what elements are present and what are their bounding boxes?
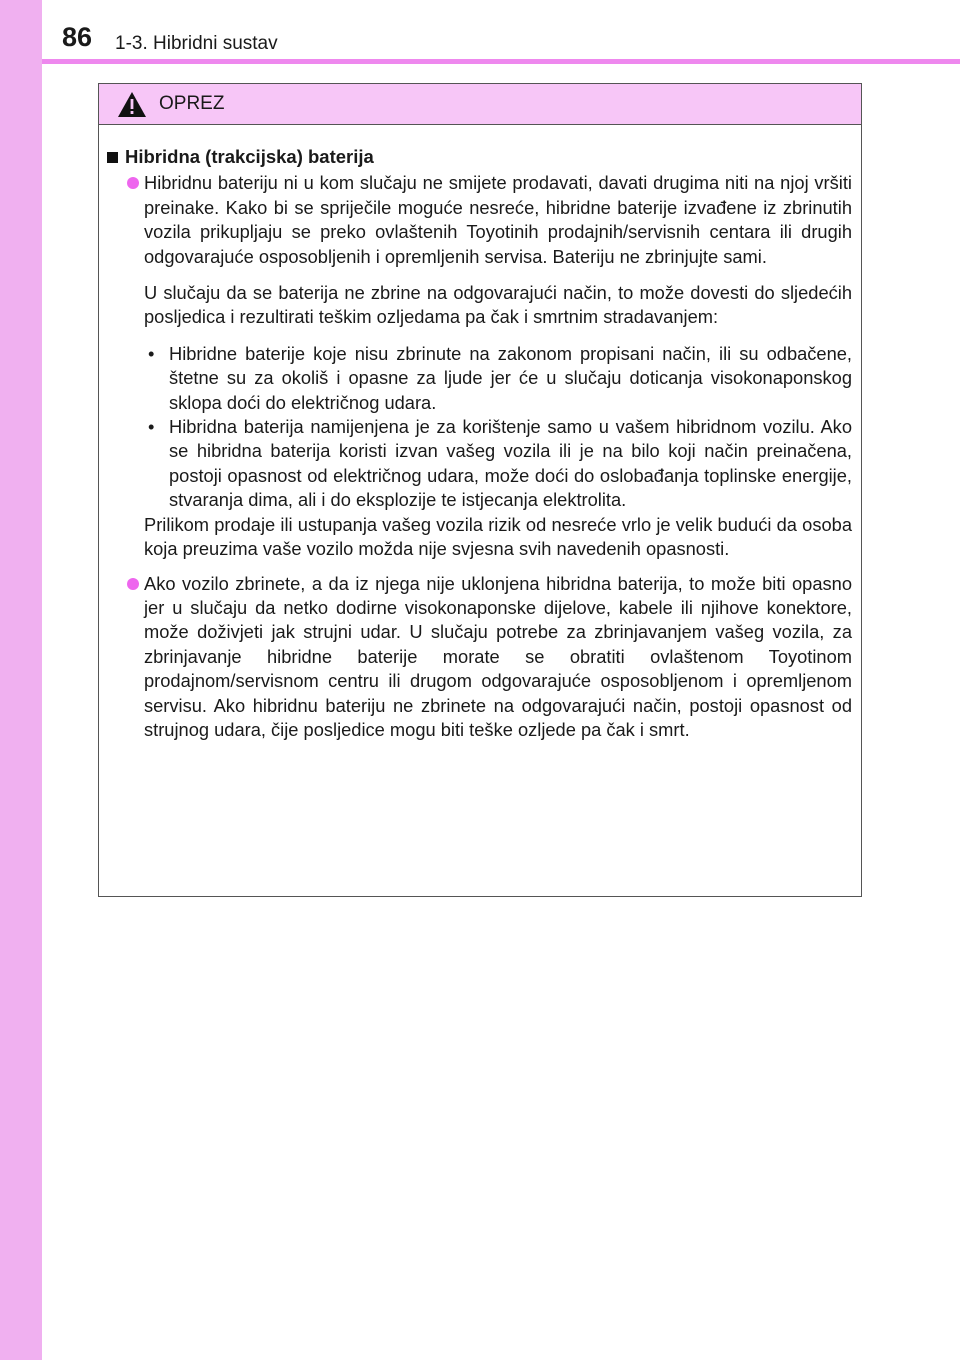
bullet-item-1-text: Hibridnu bateriju ni u kom slučaju ne smijete prodavati, davati drugima niti na njoj vršiti preinake. Kako bi se spriječile moguće nesreće, hibridne baterije izvađene iz zbrinutih vozila prikupljaju se preko ovlaštenih Toyotinih prodajnih/servisnih centara ili drugih odgovarajuće osposobljenih i opremljenih servisa. Bateriju ne zbrinjujte sami. <box>144 172 852 267</box>
section-heading <box>107 145 852 169</box>
caution-header <box>99 84 861 125</box>
section-title: 1-3. Hibridni sustav <box>115 33 278 54</box>
consequence-paragraph: U slučaju da se baterija ne zbrine na odgovarajući način, to može dovesti do sljedećih posljedica i rezultirati teškim ozljedama pa čak i smrtnim stradavanjem: <box>144 282 852 328</box>
sub-list-item-text: Hibridna baterija namijenjena je za korištenje samo u vašem hibridnom vozilu. Ako se hibridna baterija koristi izvan vašeg vozila ili je na bilo koji način preinačena, postoji opasnost od električnog udara, može doći do oslobađanja toplinske energije, stvaranja dima, ali i do eksplozije te istjecanja elektrolita. <box>169 416 852 511</box>
bullet-item-2 <box>107 572 852 743</box>
sub-bullet: • <box>148 342 155 364</box>
caution-body <box>99 125 861 742</box>
square-bullet-icon <box>107 152 118 163</box>
bullet-item-1 <box>107 171 852 269</box>
sub-list-item <box>144 415 852 513</box>
sub-list <box>107 342 852 562</box>
bullet-dot-icon <box>127 578 139 590</box>
closing-paragraph: Prilikom prodaje ili ustupanja vašeg vozila rizik od nesreće vrlo je velik budući da osoba koja preuzima vaše vozilo možda nije svjesna svih navedenih opasnosti. <box>144 513 852 560</box>
sub-list-item-text: Hibridne baterije koje nisu zbrinute na zakonom propisani način, ili su odbačene, štetne su za okoliš i opasne za ljude jer će u slučaju doticanja visokonaponskog sklopa doći do električnog udara. <box>169 342 852 413</box>
warning-triangle-icon <box>117 91 147 118</box>
sub-bullet: • <box>148 416 155 438</box>
bullet-dot-icon <box>127 177 139 189</box>
sub-list-item <box>144 342 852 415</box>
caution-label: OPREZ <box>159 93 225 114</box>
page-number: 86 <box>62 22 93 52</box>
caution-box <box>98 83 862 897</box>
bullet-item-2-text: Ako vozilo zbrinete, a da iz njega nije uklonjena hibridna baterija, to može biti opasno jer u slučaju da netko dodirne visokonaponske dijelove, kabele ili njihove konektore, može doživjeti jak strujni udar. U slučaju potrebe za zbrinjavanjem vašeg vozila, za zbrinjavanje hibridne baterije morate se obratiti ovlaštenom Toyotinom prodajnom/servisnom centru ili drugom odgovarajuće osposobljenom i opremljenom servisu. Ako hibridnu bateriju ne zbrinete na odgovarajući način, postoji opasnost od strujnog udara, čije posljedice mogu biti teške ozljede pa čak i smrt. <box>144 572 852 740</box>
section-heading-text: Hibridna (trakcijska) baterija <box>125 146 374 167</box>
header-rule <box>42 59 960 64</box>
left-margin-bar <box>0 0 42 1360</box>
